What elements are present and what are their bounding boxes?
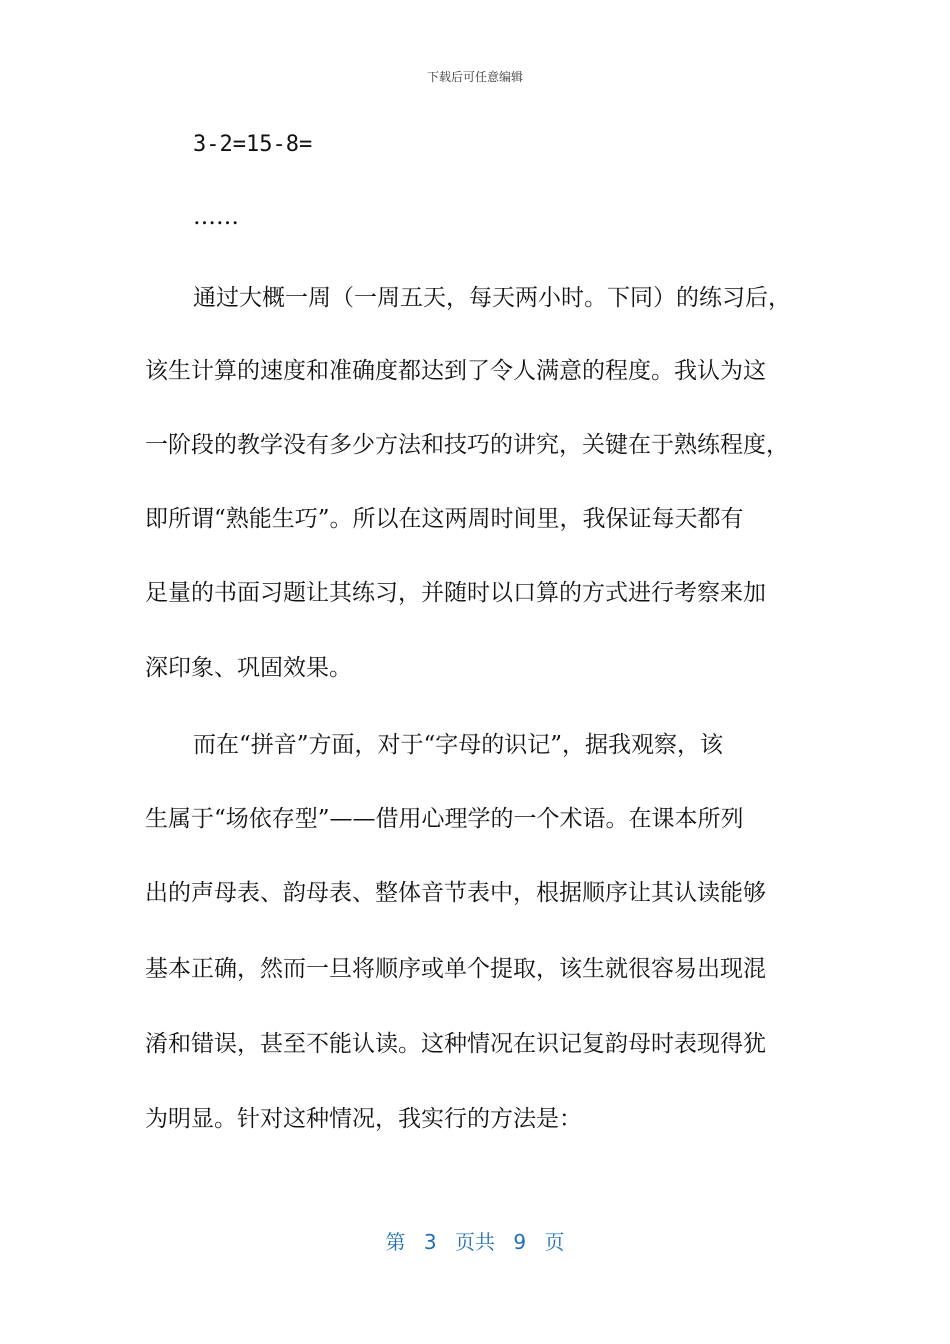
total-page-number: 9 — [513, 1230, 527, 1254]
paragraph-line: 淆和错误，甚至不能认读。这种情况在识记复韵母时表现得犹 — [145, 1031, 766, 1057]
paragraph-line: 该生计算的速度和准确度都达到了令人满意的程度。我认为这 — [145, 358, 766, 384]
paragraph-line: 深印象、巩固效果。 — [145, 655, 352, 681]
paragraph-line: 基本正确，然而一旦将顺序或单个提取，该生就很容易出现混 — [145, 956, 766, 982]
paragraph-line: 足量的书面习题让其练习，并随时以口算的方式进行考察来加 — [145, 580, 766, 606]
paragraph-line: …… — [193, 204, 239, 230]
paragraph-line: 出的声母表、韵母表、整体音节表中，根据顺序让其认读能够 — [145, 880, 766, 906]
footer-suffix: 页 — [544, 1230, 565, 1254]
paragraph-line: 通过大概一周（一周五天，每天两小时。下同）的练习后， — [193, 285, 791, 311]
paragraph-line: 为明显。针对这种情况，我实行的方法是： — [145, 1106, 582, 1132]
footer-prefix: 第 — [385, 1230, 406, 1254]
paragraph-line: 3-2=15-8= — [193, 132, 313, 157]
paragraph-line: 即所谓“熟能生巧”。所以在这两周时间里，我保证每天都有 — [145, 506, 744, 532]
header-note: 下载后可任意编辑 — [426, 70, 523, 84]
paragraph-line: 生属于“场依存型”——借用心理学的一个术语。在课本所列 — [145, 806, 744, 832]
paragraph-line: 一阶段的教学没有多少方法和技巧的讲究，关键在于熟练程度， — [145, 432, 789, 458]
current-page-number: 3 — [423, 1230, 437, 1254]
footer-middle: 页共 — [455, 1230, 495, 1254]
page-number-footer — [0, 1226, 950, 1255]
paragraph-line: 而在“拼音”方面，对于“字母的识记”，据我观察，该 — [193, 732, 724, 758]
